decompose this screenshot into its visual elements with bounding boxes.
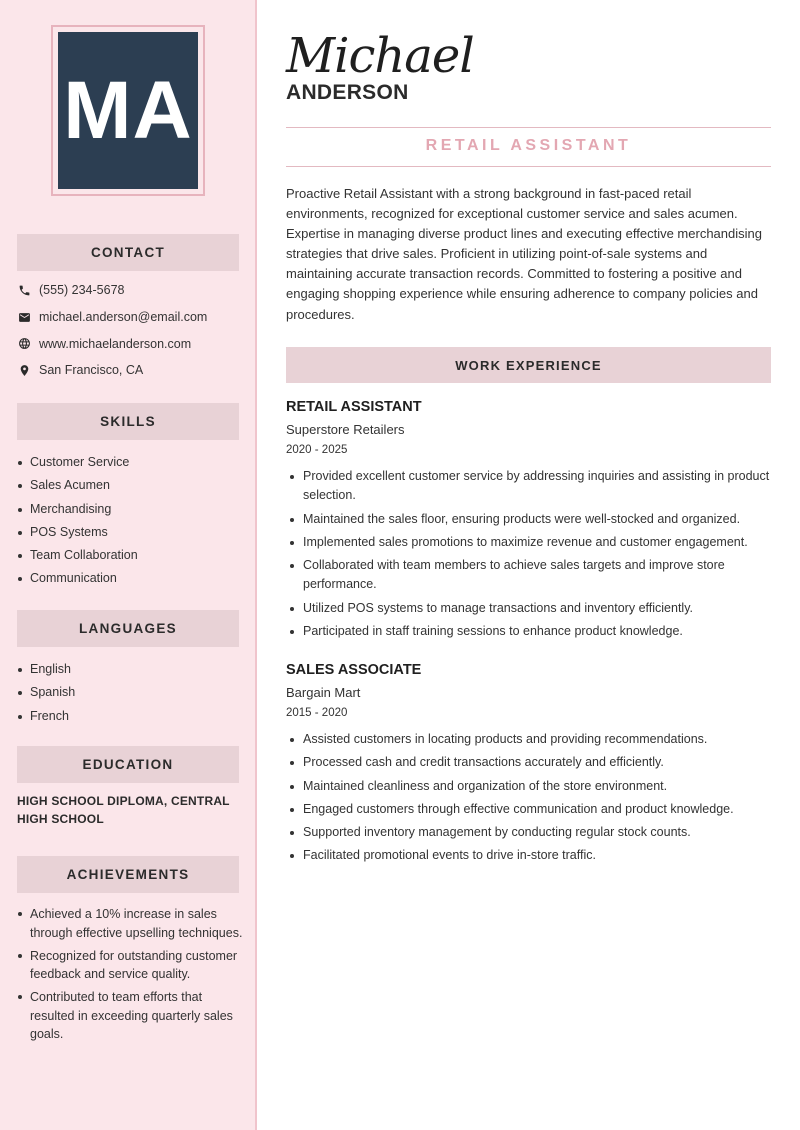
divider xyxy=(286,166,771,167)
list-item: Facilitated promotional events to drive in-store traffic. xyxy=(286,846,771,865)
list-item: Participated in staff training sessions to enhance product knowledge. xyxy=(286,622,771,641)
list-item: Merchandising xyxy=(17,502,245,525)
list-item: Provided excellent customer service by addressing inquiries and assisting in product selection. xyxy=(286,467,771,506)
monogram-frame xyxy=(51,25,205,196)
contact-location xyxy=(17,357,247,384)
skills-list xyxy=(17,455,245,595)
achievements-list xyxy=(17,905,245,1048)
phone-icon xyxy=(17,283,31,297)
list-item: Engaged customers through effective communication and product knowledge. xyxy=(286,800,771,819)
job-role: RETAIL ASSISTANT xyxy=(286,399,422,415)
list-item: Customer Service xyxy=(17,455,245,478)
contact-email-text: michael.anderson@email.com xyxy=(39,310,208,325)
contact-list xyxy=(17,277,247,384)
job-title: RETAIL ASSISTANT xyxy=(425,137,632,154)
list-item: Communication xyxy=(17,571,245,594)
summary: Proactive Retail Assistant with a strong background in fast-paced retail environments, recognized for exceptional customer service and sales acumen. Expertise in managing diverse product lines and executing effective merchandising strategies that drive sales. Proficient in utilizing point-of-sale systems and maintaining accurate transaction records. Committed to fostering a positive and engaging shopping experience while ensuring adherence to company policies and procedures. xyxy=(286,186,762,322)
list-item: Supported inventory management by conducting regular stock counts. xyxy=(286,823,771,842)
sidebar xyxy=(0,0,257,1130)
list-item: French xyxy=(17,709,245,732)
job-role: SALES ASSOCIATE xyxy=(286,662,422,678)
list-item: Maintained cleanliness and organization of the store environment. xyxy=(286,777,771,796)
list-item: Assisted customers in locating products and providing recommendations. xyxy=(286,730,771,749)
languages-heading: LANGUAGES xyxy=(17,610,239,647)
job-dates: 2020 - 2025 xyxy=(286,444,348,456)
divider xyxy=(286,127,771,128)
skills-heading: SKILLS xyxy=(17,403,239,440)
list-item: POS Systems xyxy=(17,525,245,548)
contact-phone[interactable] xyxy=(17,277,247,304)
contact-phone-text: (555) 234-5678 xyxy=(39,283,125,298)
email-icon xyxy=(17,310,31,324)
list-item: Sales Acumen xyxy=(17,478,245,501)
work-experience-heading: WORK EXPERIENCE xyxy=(286,347,771,383)
list-item: Contributed to team efforts that resulted in exceeding quarterly sales goals. xyxy=(17,988,245,1044)
last-name: ANDERSON xyxy=(286,81,409,104)
job-company: Superstore Retailers xyxy=(286,422,405,437)
job-bullets xyxy=(286,467,771,641)
list-item: Recognized for outstanding customer feedback and service quality. xyxy=(17,947,245,984)
list-item: Processed cash and credit transactions accurately and efficiently. xyxy=(286,753,771,772)
contact-website-text: www.michaelanderson.com xyxy=(39,336,192,351)
list-item: Implemented sales promotions to maximize revenue and customer engagement. xyxy=(286,533,771,552)
contact-heading: CONTACT xyxy=(17,234,239,271)
first-name: Michael xyxy=(286,28,474,84)
list-item: Utilized POS systems to manage transactions and inventory efficiently. xyxy=(286,599,771,618)
list-item: Collaborated with team members to achieve sales targets and improve store performance. xyxy=(286,556,771,595)
education-degree: HIGH SCHOOL DIPLOMA, CENTRAL HIGH SCHOOL xyxy=(17,794,230,826)
job-bullets xyxy=(286,730,771,866)
job-entry xyxy=(286,398,771,645)
list-item: Team Collaboration xyxy=(17,548,245,571)
contact-website[interactable] xyxy=(17,330,247,357)
globe-icon xyxy=(17,337,31,351)
list-item: English xyxy=(17,662,245,685)
job-entry xyxy=(286,661,771,870)
contact-email[interactable] xyxy=(17,304,247,331)
monogram: MA xyxy=(58,32,198,189)
list-item: Spanish xyxy=(17,685,245,708)
list-item: Maintained the sales floor, ensuring products were well-stocked and organized. xyxy=(286,510,771,529)
job-company: Bargain Mart xyxy=(286,685,361,700)
achievements-heading: ACHIEVEMENTS xyxy=(17,856,239,893)
list-item: Achieved a 10% increase in sales through effective upselling techniques. xyxy=(17,905,245,942)
location-pin-icon xyxy=(17,363,31,377)
contact-location-text: San Francisco, CA xyxy=(39,363,144,378)
languages-list xyxy=(17,662,245,732)
education-heading: EDUCATION xyxy=(17,746,239,783)
job-dates: 2015 - 2020 xyxy=(286,707,348,719)
